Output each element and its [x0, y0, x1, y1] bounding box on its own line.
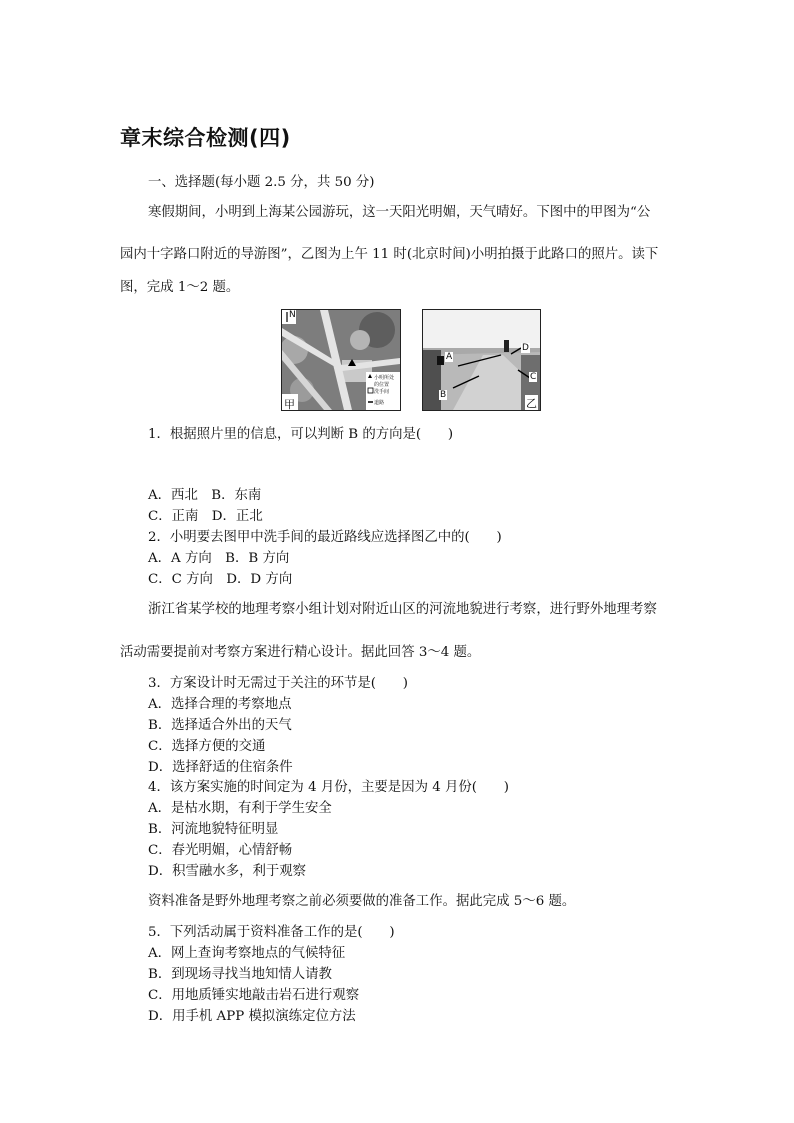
- section-heading: 一、选择题(每小题 2.5 分，共 50 分): [148, 175, 375, 190]
- figure-jia-map: [281, 309, 401, 411]
- q5-option-d: D．用手机 APP 模拟演练定位方法: [148, 1009, 356, 1024]
- q1-options-cd: C．正南 D．正北: [148, 509, 263, 524]
- q4-option-c: C．春光明媚，心情舒畅: [148, 843, 293, 858]
- q5-option-b: B．到现场寻找当地知情人请教: [148, 967, 332, 982]
- q3-stem: 3．方案设计时无需过于关注的环节是( ): [148, 676, 408, 691]
- legend-position-1: 小明所处: [374, 375, 395, 381]
- figure-jia-label: 甲: [284, 398, 295, 411]
- intro2-line1: 浙江省某学校的地理考察小组计划对附近山区的河流地貌进行考察，进行野外地理考察: [148, 602, 657, 617]
- q5-stem: 5．下列活动属于资料准备工作的是( ): [148, 925, 395, 940]
- q4-option-b: B．河流地貌特征明显: [148, 822, 279, 837]
- q3-option-a: A．选择合理的考察地点: [148, 697, 292, 712]
- marker-a: A: [446, 352, 453, 362]
- q5-option-a: A．网上查询考察地点的气候特征: [148, 946, 346, 961]
- q1-options-ab: A．西北 B．东南: [148, 488, 262, 503]
- intro1-line2: 园内十字路口附近的导游图”，乙图为上午 11 时(北京时间)小明拍摄于此路口的照片。读下: [120, 247, 659, 262]
- legend-road: 道路: [374, 400, 385, 406]
- q2-options-ab: A．A 方向 B．B 方向: [148, 551, 290, 566]
- intro2-line2: 活动需要提前对考察方案进行精心设计。据此回答 3～4 题。: [120, 645, 481, 660]
- q3-option-c: C．选择方便的交通: [148, 739, 266, 754]
- map-graphic: [282, 310, 400, 410]
- legend-position-2: 的位置: [374, 382, 390, 388]
- q3-option-b: B．选择适合外出的天气: [148, 718, 292, 733]
- marker-c: C: [530, 372, 537, 382]
- q5-option-c: C．用地质锤实地敲击岩石进行观察: [148, 988, 360, 1003]
- q4-stem: 4．该方案实施的时间定为 4 月份，主要是因为 4 月份( ): [148, 780, 510, 795]
- q2-stem: 2．小明要去图甲中洗手间的最近路线应选择图乙中的( ): [148, 530, 502, 545]
- marker-b: B: [440, 390, 447, 400]
- q1-stem: 1．根据照片里的信息，可以判断 B 的方向是( ): [148, 427, 454, 442]
- q2-options-cd: C．C 方向 D．D 方向: [148, 572, 293, 587]
- q4-option-a: A．是枯水期，有利于学生安全: [148, 801, 332, 816]
- north-label: N: [289, 310, 296, 320]
- figure-yi-photo: [422, 309, 541, 411]
- q4-option-d: D．积雪融水多，利于观察: [148, 864, 307, 879]
- marker-d: D: [522, 343, 529, 353]
- q3-option-d: D．选择舒适的住宿条件: [148, 760, 293, 775]
- intro1-line3: 图，完成 1～2 题。: [120, 280, 240, 295]
- intro1-line1: 寒假期间，小明到上海某公园游玩，这一天阳光明媚，天气晴好。下图中的甲图为“公: [148, 205, 651, 220]
- legend-restroom: 洗手间: [374, 389, 390, 395]
- figure-yi-label: 乙: [526, 397, 537, 410]
- page-title: 章末综合检测(四): [120, 126, 291, 150]
- intro3-line1: 资料准备是野外地理考察之前必须要做的准备工作。据此完成 5～6 题。: [148, 894, 576, 909]
